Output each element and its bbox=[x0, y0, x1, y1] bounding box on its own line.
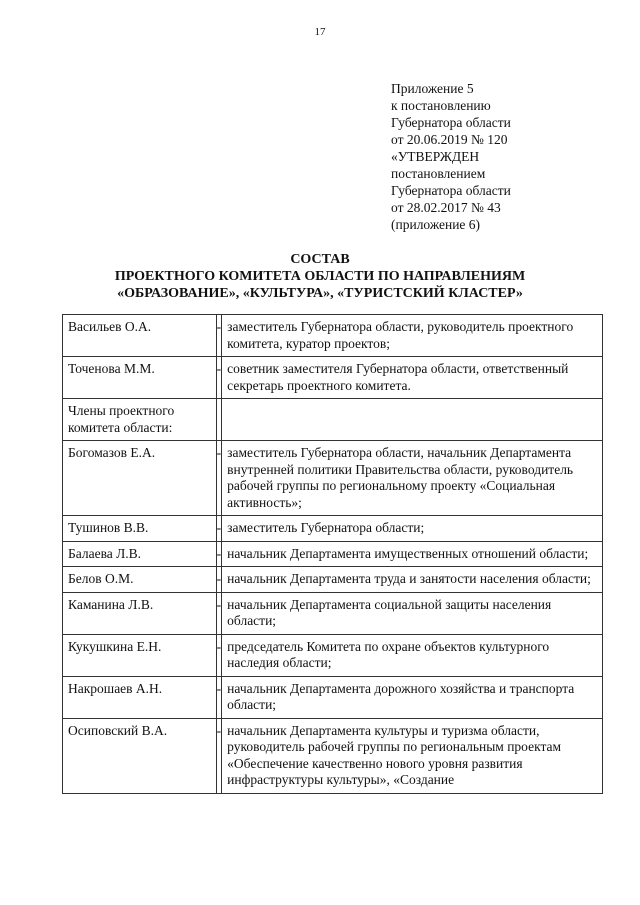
table-row bbox=[63, 718, 603, 793]
appendix-line: «УТВЕРЖДЕН bbox=[391, 149, 480, 164]
table-row bbox=[63, 541, 603, 567]
committee-table bbox=[62, 314, 603, 794]
appendix-line: постановлением bbox=[391, 166, 486, 181]
dash-cell: - bbox=[216, 357, 222, 399]
member-role: заместитель Губернатора области, начальник Департамента внутренней политики Правительства области, руководитель рабочей группы по региональному проекту «Социальная активность»; bbox=[222, 441, 603, 516]
member-role: начальник Департамента дорожного хозяйства и транспорта области; bbox=[222, 676, 603, 718]
appendix-line: от 28.02.2017 № 43 bbox=[391, 200, 501, 215]
table-row bbox=[63, 676, 603, 718]
member-name: Каманина Л.В. bbox=[63, 592, 217, 634]
member-name: Тушинов В.В. bbox=[63, 516, 217, 542]
title-line-3: «ОБРАЗОВАНИЕ», «КУЛЬТУРА», «ТУРИСТСКИЙ КЛАСТЕР» bbox=[117, 286, 523, 301]
appendix-line: Приложение 5 bbox=[391, 81, 474, 96]
appendix-line: Губернатора области bbox=[391, 115, 511, 130]
member-name: Балаева Л.В. bbox=[63, 541, 217, 567]
dash-cell: - bbox=[216, 567, 222, 593]
appendix-line: к постановлению bbox=[391, 98, 491, 113]
dash-cell: - bbox=[216, 634, 222, 676]
dash-cell: - bbox=[216, 676, 222, 718]
member-role: заместитель Губернатора области, руководитель проектного комитета, куратор проектов; bbox=[222, 315, 603, 357]
member-role: советник заместителя Губернатора области, ответственный секретарь проектного комитета. bbox=[222, 357, 603, 399]
table-row bbox=[63, 516, 603, 542]
table-row bbox=[63, 592, 603, 634]
dash-cell: - bbox=[216, 441, 222, 516]
document-title bbox=[0, 251, 640, 302]
dash-cell: - bbox=[216, 718, 222, 793]
table-row bbox=[63, 399, 603, 441]
member-name: Богомазов Е.А. bbox=[63, 441, 217, 516]
title-line-2: ПРОЕКТНОГО КОМИТЕТА ОБЛАСТИ ПО НАПРАВЛЕНИЯМ bbox=[114, 269, 526, 284]
dash-cell: - bbox=[216, 541, 222, 567]
member-role: председатель Комитета по охране объектов культурного наследия области; bbox=[222, 634, 603, 676]
table-row bbox=[63, 567, 603, 593]
dash-cell: - bbox=[216, 592, 222, 634]
member-role: заместитель Губернатора области; bbox=[222, 516, 603, 542]
page-number: 17 bbox=[314, 26, 326, 38]
appendix-line: (приложение 6) bbox=[391, 217, 481, 232]
table-row bbox=[63, 315, 603, 357]
member-name: Белов О.М. bbox=[63, 567, 217, 593]
dash-cell: - bbox=[216, 315, 222, 357]
table-row bbox=[63, 441, 603, 516]
table-row bbox=[63, 357, 603, 399]
member-role: начальник Департамента имущественных отношений области; bbox=[222, 541, 603, 567]
member-name: Точенова М.М. bbox=[63, 357, 217, 399]
members-heading: Члены проектного комитета области: bbox=[63, 399, 217, 441]
member-role bbox=[222, 399, 603, 441]
title-line-1: СОСТАВ bbox=[290, 252, 350, 267]
appendix-block bbox=[391, 80, 511, 233]
dash-cell: - bbox=[216, 516, 222, 542]
member-role: начальник Департамента труда и занятости населения области; bbox=[222, 567, 603, 593]
member-role: начальник Департамента социальной защиты населения области; bbox=[222, 592, 603, 634]
member-name: Осиповский В.А. bbox=[63, 718, 217, 793]
member-name: Кукушкина Е.Н. bbox=[63, 634, 217, 676]
appendix-line: Губернатора области bbox=[391, 183, 511, 198]
member-name: Накрошаев А.Н. bbox=[63, 676, 217, 718]
member-role: начальник Департамента культуры и туризма области, руководитель рабочей группы по региональным проектам «Обеспечение качественно нового уровня развития инфраструктуры культуры», «Создание bbox=[222, 718, 603, 793]
appendix-line: от 20.06.2019 № 120 bbox=[391, 132, 508, 147]
table-row bbox=[63, 634, 603, 676]
member-name: Васильев О.А. bbox=[63, 315, 217, 357]
